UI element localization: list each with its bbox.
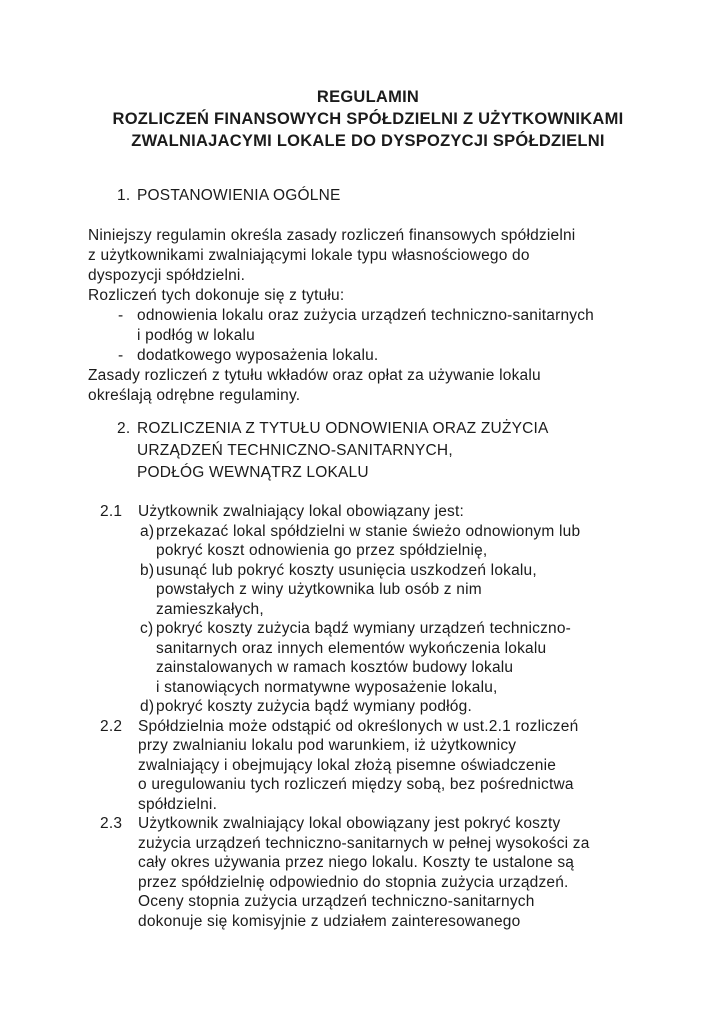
section-2-number: 2. (117, 420, 131, 437)
subitem-d (88, 697, 648, 717)
text-line: Rozliczeń tych dokonuje się z tytułu: (88, 287, 345, 304)
text-line: spółdzielni. (138, 795, 218, 813)
section-2-items (88, 502, 648, 931)
subitem-b-marker: b) (140, 561, 155, 579)
dash-item-2 (88, 346, 648, 366)
text-line: dokonuje się komisyjnie z udziałem zainteresowanego (138, 912, 521, 930)
subitem-b (88, 561, 648, 620)
subitem-a (88, 522, 648, 561)
text-line: zainstalowanych w ramach kosztów budowy lokalu (156, 659, 514, 676)
item-2-3-text (138, 814, 648, 931)
subitem-b-text (156, 561, 648, 620)
document-title (88, 86, 648, 152)
item-2-1-number: 2.1 (100, 503, 123, 520)
section-2 (88, 418, 648, 931)
text-line: Oceny stopnia zużycia urządzeń techniczno-sanitarnych (138, 893, 535, 910)
subitem-d-text (156, 697, 648, 717)
text-line: pokryć koszty zużycia bądź wymiany podłóg. (156, 698, 472, 715)
item-2-3 (88, 814, 648, 931)
text-line: odnowienia lokalu oraz zużycia urządzeń techniczno-sanitarnych (137, 307, 594, 324)
text-line: Zasady rozliczeń z tytułu wkładów oraz opłat za używanie lokalu (88, 367, 541, 384)
text-line: zużycia urządzeń techniczno-sanitarnych w pełnej wysokości za (138, 834, 590, 852)
text-line: ROZLICZEŃ FINANSOWYCH SPÓŁDZIELNI Z UŻYTKOWNIKAMI (112, 110, 624, 128)
section-1-closing (88, 366, 648, 406)
section-1-heading (88, 185, 648, 206)
text-line: i stanowiących normatywne wyposażenie lokalu, (156, 678, 498, 696)
text-line: i podłóg w lokalu (137, 327, 256, 344)
text-line: zamieszkałych, (156, 600, 264, 618)
text-line: cały okres używania przez niego lokalu. Koszty te ustalone są (138, 854, 575, 871)
text-line: URZĄDZEŃ TECHNICZNO-SANITARNYCH, (137, 442, 453, 459)
dash-item-2-text (137, 346, 648, 366)
text-line: dodatkowego wyposażenia lokalu. (137, 347, 379, 364)
text-line: sanitarnych oraz innych elementów wykończenia lokalu (156, 639, 547, 657)
subitem-a-text (156, 522, 648, 561)
section-1-paragraph (88, 226, 648, 306)
text-line: określają odrębne regulaminy. (88, 387, 301, 404)
section-1 (88, 185, 648, 406)
text-line: Spółdzielnia może odstąpić od określonych w ust.2.1 rozliczeń (138, 717, 579, 735)
item-2-1 (88, 502, 648, 522)
item-2-3-number: 2.3 (100, 815, 123, 832)
text-line: Użytkownik zwalniający lokal obowiązany jest pokryć koszty (138, 815, 561, 832)
text-line: przy zwalnianiu lokalu pod warunkiem, iż użytkownicy (138, 737, 517, 754)
text-line: REGULAMIN (316, 88, 420, 106)
item-2-2-number: 2.2 (100, 717, 123, 735)
item-2-2-text (138, 717, 648, 815)
text-line: przez spółdzielnię odpowiednio do stopnia zużycia urządzeń. (138, 873, 569, 891)
item-2-1-text (138, 502, 648, 522)
subitem-a-marker: a) (140, 522, 155, 540)
section-1-number: 1. (117, 187, 131, 204)
section-2-heading-text (137, 418, 648, 484)
section-1-heading-text: POSTANOWIENIA OGÓLNE (137, 187, 341, 204)
text-line: o uregulowaniu tych rozliczeń między sobą, bez pośrednictwa (138, 776, 574, 793)
text-line: ZWALNIAJACYMI LOKALE DO DYSPOZYCJI SPÓŁDZIELNI (131, 132, 605, 150)
dash-item-1-text (137, 306, 648, 346)
dash-item-1 (88, 306, 648, 346)
dash-bullet: - (118, 347, 124, 364)
text-line: Użytkownik zwalniający lokal obowiązany jest: (138, 503, 465, 520)
text-line: przekazać lokal spółdzielni w stanie świeżo odnowionym lub (156, 522, 581, 540)
text-line: pokryć koszty zużycia bądź wymiany urządzeń techniczno- (156, 620, 572, 637)
section-2-heading (88, 418, 648, 484)
text-line: z użytkownikami zwalniającymi lokale typu własnościowego do (88, 247, 530, 264)
text-line: zwalniający i obejmujący lokal złożą pisemne oświadczenie (138, 756, 557, 774)
text-line: Niniejszy regulamin określa zasady rozliczeń finansowych spółdzielni (88, 227, 576, 244)
subitem-c (88, 619, 648, 697)
subitem-d-marker: d) (140, 698, 155, 715)
text-line: pokryć koszt odnowienia go przez spółdzielnię, (156, 542, 488, 559)
text-line: PODŁÓG WEWNĄTRZ LOKALU (137, 464, 369, 481)
text-line: dyspozycji spółdzielni. (88, 267, 246, 284)
text-line: powstałych z winy użytkownika lub osób z nim (156, 581, 482, 598)
text-line: usunąć lub pokryć koszty usunięcia uszkodzeń lokalu, (156, 561, 537, 579)
item-2-2 (88, 717, 648, 815)
subitem-c-text (156, 619, 648, 697)
subitem-c-marker: c) (140, 620, 154, 637)
dash-bullet: - (118, 307, 124, 324)
text-line: ROZLICZENIA Z TYTUŁU ODNOWIENIA ORAZ ZUŻYCIA (137, 420, 549, 437)
